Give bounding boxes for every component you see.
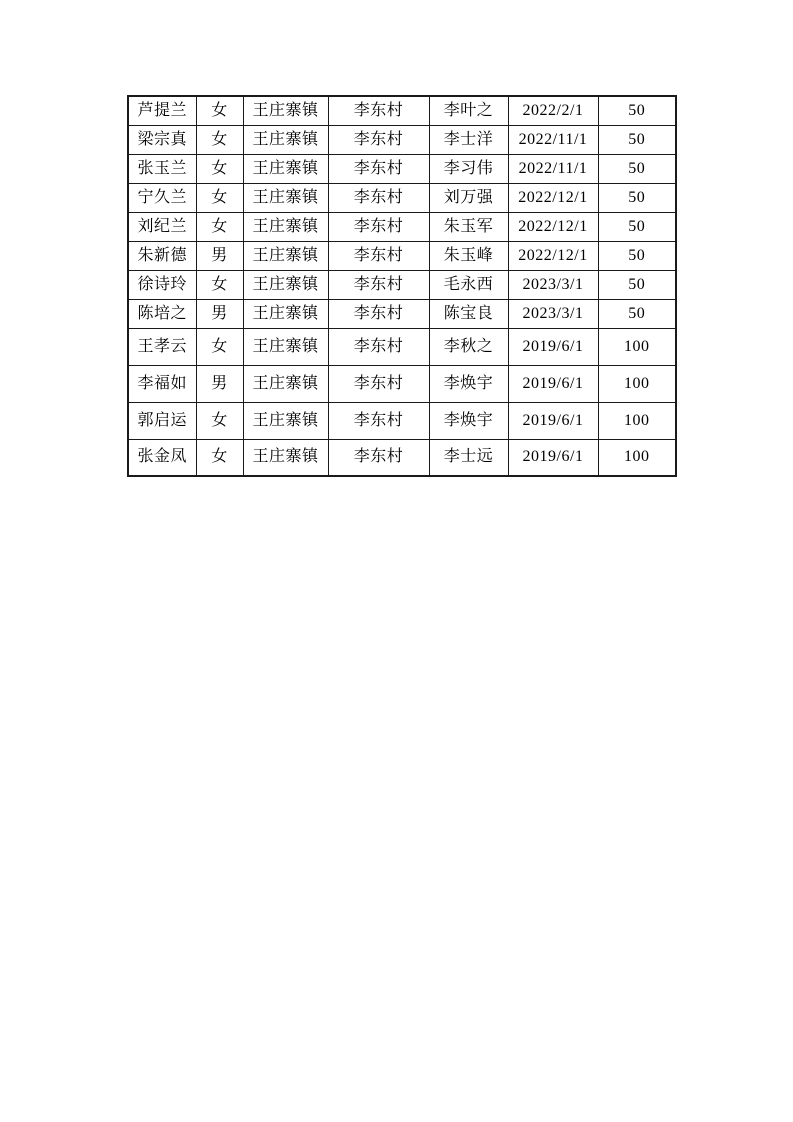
table-row	[128, 299, 676, 328]
table-cell-name: 宁久兰	[128, 183, 196, 212]
table-row	[128, 439, 676, 476]
table-cell-name: 刘纪兰	[128, 212, 196, 241]
table-cell-amount: 100	[598, 439, 676, 476]
table-cell-date: 2023/3/1	[508, 299, 598, 328]
table-cell-payee: 李秋之	[429, 328, 508, 365]
table-cell-town: 王庄寨镇	[243, 96, 328, 125]
table-row	[128, 125, 676, 154]
table-row	[128, 270, 676, 299]
table-cell-date: 2019/6/1	[508, 328, 598, 365]
table-cell-gender: 男	[196, 241, 243, 270]
table-cell-town: 王庄寨镇	[243, 241, 328, 270]
table-cell-date: 2019/6/1	[508, 402, 598, 439]
table-cell-amount: 50	[598, 96, 676, 125]
table-cell-name: 郭启运	[128, 402, 196, 439]
table-cell-payee: 朱玉峰	[429, 241, 508, 270]
table-cell-date: 2019/6/1	[508, 439, 598, 476]
table-cell-town: 王庄寨镇	[243, 183, 328, 212]
table-cell-village: 李东村	[328, 183, 429, 212]
table-cell-village: 李东村	[328, 241, 429, 270]
table-cell-amount: 50	[598, 183, 676, 212]
table-cell-village: 李东村	[328, 270, 429, 299]
table-cell-name: 徐诗玲	[128, 270, 196, 299]
table-row	[128, 241, 676, 270]
table-cell-name: 梁宗真	[128, 125, 196, 154]
table-cell-gender: 男	[196, 299, 243, 328]
records-table	[127, 95, 677, 477]
table-cell-gender: 女	[196, 96, 243, 125]
table-cell-date: 2022/12/1	[508, 241, 598, 270]
table-cell-village: 李东村	[328, 299, 429, 328]
table-cell-village: 李东村	[328, 212, 429, 241]
table-cell-payee: 刘万强	[429, 183, 508, 212]
table-cell-payee: 李士洋	[429, 125, 508, 154]
table-row	[128, 96, 676, 125]
table-row	[128, 212, 676, 241]
table-cell-date: 2022/12/1	[508, 212, 598, 241]
table-cell-amount: 100	[598, 328, 676, 365]
table-cell-payee: 李焕宇	[429, 402, 508, 439]
table-cell-village: 李东村	[328, 154, 429, 183]
table-cell-village: 李东村	[328, 328, 429, 365]
table-cell-town: 王庄寨镇	[243, 402, 328, 439]
table-cell-date: 2022/11/1	[508, 125, 598, 154]
table-cell-gender: 女	[196, 270, 243, 299]
table-cell-name: 李福如	[128, 365, 196, 402]
table-cell-name: 张金凤	[128, 439, 196, 476]
table-cell-date: 2022/2/1	[508, 96, 598, 125]
table-row	[128, 402, 676, 439]
table-cell-gender: 女	[196, 125, 243, 154]
table-cell-name: 芦提兰	[128, 96, 196, 125]
table-cell-date: 2022/12/1	[508, 183, 598, 212]
table-cell-name: 王孝云	[128, 328, 196, 365]
table-cell-town: 王庄寨镇	[243, 270, 328, 299]
table-cell-amount: 50	[598, 154, 676, 183]
table-row	[128, 154, 676, 183]
table-cell-town: 王庄寨镇	[243, 212, 328, 241]
table-cell-payee: 毛永西	[429, 270, 508, 299]
table-cell-town: 王庄寨镇	[243, 125, 328, 154]
table-cell-amount: 100	[598, 365, 676, 402]
table-cell-name: 朱新德	[128, 241, 196, 270]
table-row	[128, 365, 676, 402]
table-cell-payee: 陈宝良	[429, 299, 508, 328]
table-cell-amount: 50	[598, 241, 676, 270]
table-row	[128, 183, 676, 212]
table-cell-village: 李东村	[328, 439, 429, 476]
table-cell-payee: 李习伟	[429, 154, 508, 183]
table-cell-name: 张玉兰	[128, 154, 196, 183]
table-cell-town: 王庄寨镇	[243, 328, 328, 365]
table-cell-gender: 女	[196, 212, 243, 241]
table-cell-gender: 女	[196, 154, 243, 183]
table-cell-date: 2019/6/1	[508, 365, 598, 402]
table-cell-date: 2022/11/1	[508, 154, 598, 183]
records-table-body	[128, 96, 676, 476]
table-cell-gender: 女	[196, 439, 243, 476]
table-cell-amount: 100	[598, 402, 676, 439]
table-cell-amount: 50	[598, 270, 676, 299]
table-cell-payee: 朱玉军	[429, 212, 508, 241]
table-cell-town: 王庄寨镇	[243, 365, 328, 402]
table-cell-town: 王庄寨镇	[243, 299, 328, 328]
table-cell-village: 李东村	[328, 365, 429, 402]
table-row	[128, 328, 676, 365]
table-cell-date: 2023/3/1	[508, 270, 598, 299]
table-cell-amount: 50	[598, 299, 676, 328]
table-cell-gender: 女	[196, 183, 243, 212]
table-cell-village: 李东村	[328, 402, 429, 439]
table-cell-village: 李东村	[328, 96, 429, 125]
table-cell-town: 王庄寨镇	[243, 439, 328, 476]
table-cell-amount: 50	[598, 125, 676, 154]
table-cell-amount: 50	[598, 212, 676, 241]
table-cell-gender: 女	[196, 328, 243, 365]
table-cell-gender: 男	[196, 365, 243, 402]
table-cell-gender: 女	[196, 402, 243, 439]
table-cell-village: 李东村	[328, 125, 429, 154]
table-cell-payee: 李叶之	[429, 96, 508, 125]
table-cell-payee: 李焕宇	[429, 365, 508, 402]
table-cell-name: 陈培之	[128, 299, 196, 328]
table-cell-payee: 李士远	[429, 439, 508, 476]
table-cell-town: 王庄寨镇	[243, 154, 328, 183]
